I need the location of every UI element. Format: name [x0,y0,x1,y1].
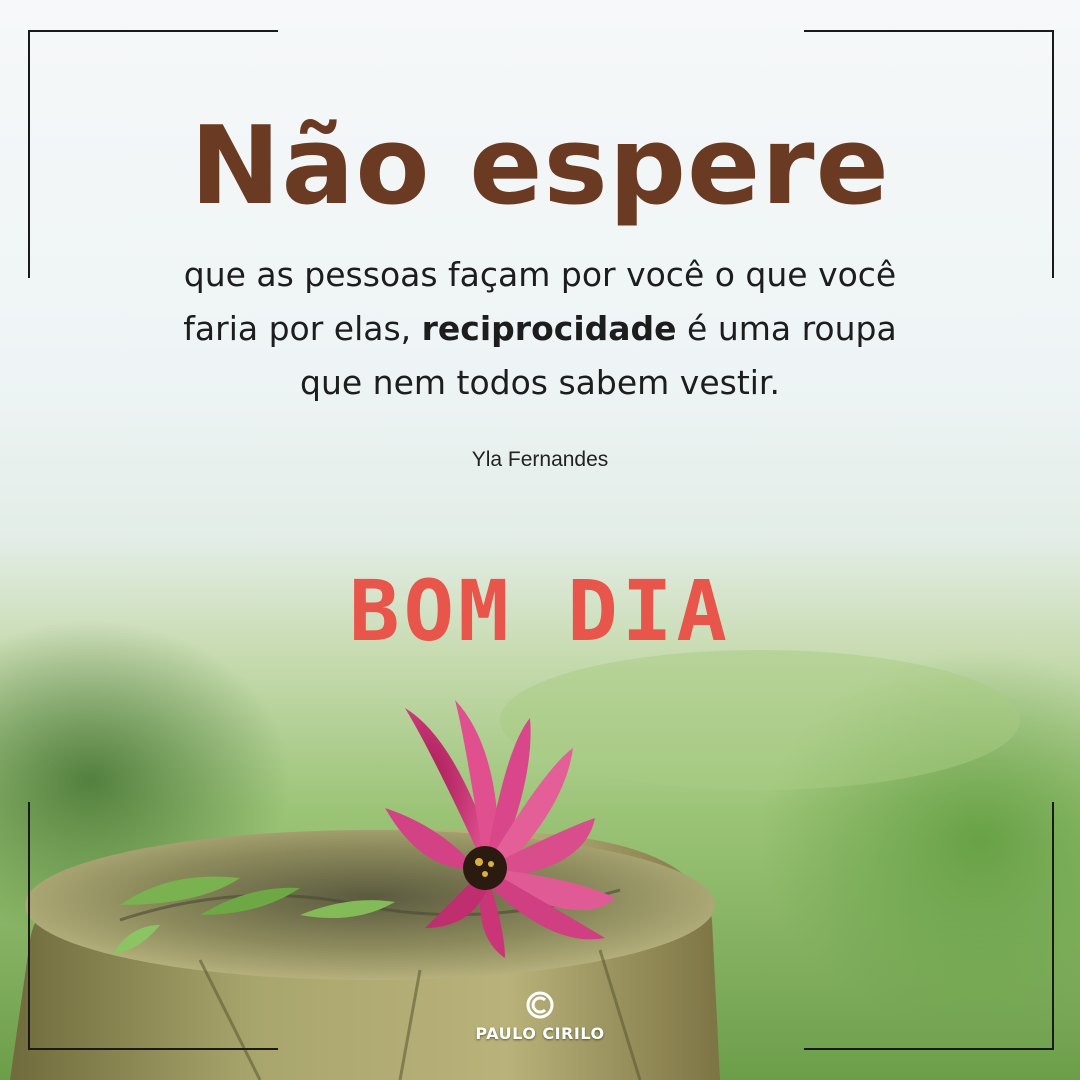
quote-line-1: que as pessoas façam por você o que você [183,255,897,294]
quote-line-2-end: é uma roupa [676,309,897,348]
frame-corner-bottom-left [28,802,278,1050]
pc-monogram-icon [525,990,555,1020]
brand-logo [460,990,620,1043]
quote-bold-word: reciprocidade [421,309,677,348]
quote-line-2-start: faria por elas, [183,309,422,348]
quote-text [130,248,950,410]
headline: Não espere [190,104,890,229]
author-name: Yla Fernandes [471,448,609,471]
greeting-title: BOM DIA [348,562,731,660]
frame-corner-bottom-right [804,802,1054,1050]
brand-name: PAULO CIRILO [475,1024,605,1043]
quote-line-3: que nem todos sabem vestir. [300,363,780,402]
